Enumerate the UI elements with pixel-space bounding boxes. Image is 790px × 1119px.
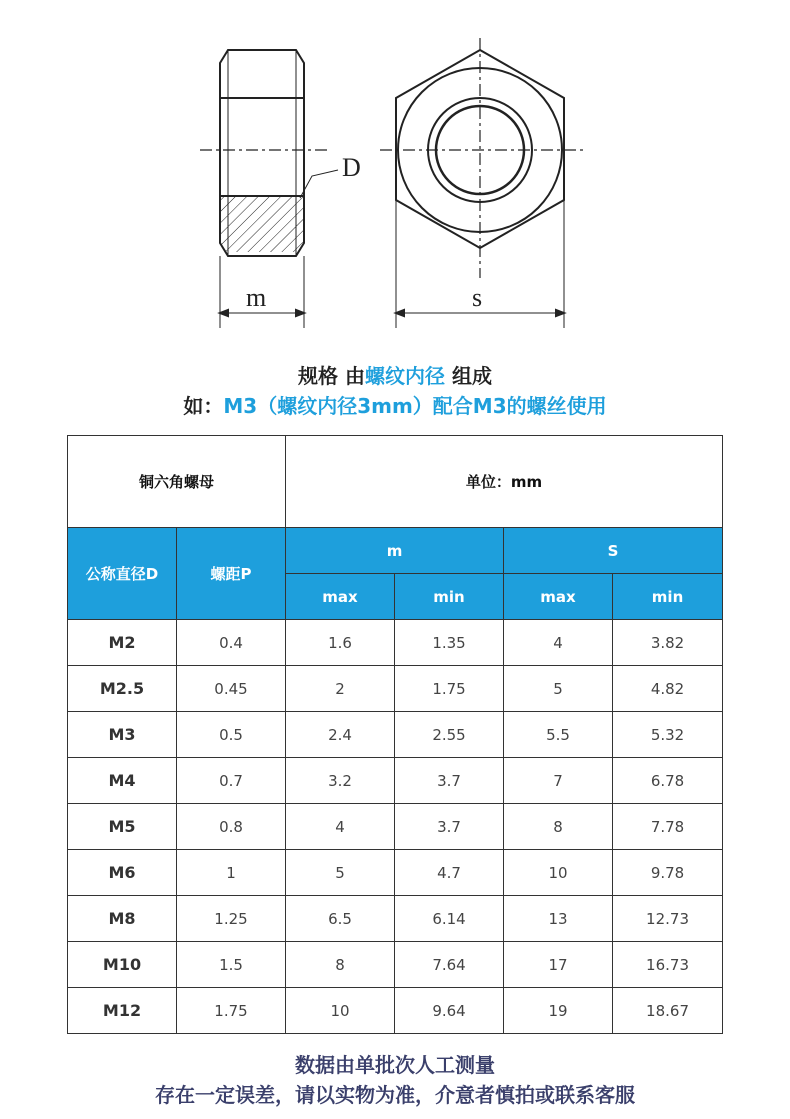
cell-m-min: 9.64 [395, 988, 504, 1034]
table-title-row [68, 436, 723, 528]
cell-size: M4 [68, 758, 177, 804]
cell-pitch: 0.8 [177, 804, 286, 850]
cell-pitch: 0.5 [177, 712, 286, 758]
cell-m-max: 4 [286, 804, 395, 850]
cell-s-max: 19 [504, 988, 613, 1034]
header-s: S [504, 528, 723, 574]
hex-nut-drawing [190, 38, 600, 338]
caption-line2-highlight: M3（螺纹内径3mm）配合M3的螺丝使用 [223, 394, 607, 418]
caption-line1-pre: 规格 由 [298, 364, 365, 388]
table-row [68, 942, 723, 988]
cell-pitch: 0.7 [177, 758, 286, 804]
cell-s-max: 7 [504, 758, 613, 804]
cell-pitch: 0.4 [177, 620, 286, 666]
cell-pitch: 0.45 [177, 666, 286, 712]
table-row [68, 804, 723, 850]
cell-s-min: 5.32 [613, 712, 723, 758]
cell-m-max: 6.5 [286, 896, 395, 942]
cell-m-max: 1.6 [286, 620, 395, 666]
caption-line1-post: 组成 [445, 364, 492, 388]
header-pitch: 螺距P [177, 528, 286, 620]
cell-m-max: 8 [286, 942, 395, 988]
caption-line1 [0, 360, 790, 389]
cell-size: M3 [68, 712, 177, 758]
cell-size: M6 [68, 850, 177, 896]
cell-m-min: 4.7 [395, 850, 504, 896]
table-name: 铜六角螺母 [68, 436, 286, 528]
table-row [68, 850, 723, 896]
cell-pitch: 1 [177, 850, 286, 896]
cell-s-max: 10 [504, 850, 613, 896]
table-body [68, 620, 723, 1034]
cell-m-min: 7.64 [395, 942, 504, 988]
cell-size: M2.5 [68, 666, 177, 712]
label-D: D [342, 153, 361, 182]
table-row [68, 896, 723, 942]
cell-pitch: 1.75 [177, 988, 286, 1034]
header-m: m [286, 528, 504, 574]
table-row [68, 758, 723, 804]
caption-line2 [0, 390, 790, 419]
cell-size: M10 [68, 942, 177, 988]
cell-pitch: 1.25 [177, 896, 286, 942]
cell-size: M2 [68, 620, 177, 666]
nut-front-view [380, 38, 585, 328]
cell-m-min: 6.14 [395, 896, 504, 942]
table-unit: 单位：mm [286, 436, 723, 528]
cell-m-max: 10 [286, 988, 395, 1034]
header-s-min: min [613, 574, 723, 620]
cell-s-max: 13 [504, 896, 613, 942]
caption-line1-highlight: 螺纹内径 [365, 364, 445, 388]
cell-s-min: 12.73 [613, 896, 723, 942]
cell-s-min: 4.82 [613, 666, 723, 712]
cell-s-max: 5 [504, 666, 613, 712]
cell-m-max: 5 [286, 850, 395, 896]
cell-s-min: 16.73 [613, 942, 723, 988]
footer-line2: 存在一定误差，请以实物为准，介意者慎拍或联系客服 [155, 1083, 635, 1107]
cell-size: M12 [68, 988, 177, 1034]
cell-s-max: 5.5 [504, 712, 613, 758]
cell-s-min: 6.78 [613, 758, 723, 804]
cell-s-max: 8 [504, 804, 613, 850]
cell-s-max: 17 [504, 942, 613, 988]
header-m-max: max [286, 574, 395, 620]
label-s: s [472, 283, 483, 312]
cell-pitch: 1.5 [177, 942, 286, 988]
cell-size: M5 [68, 804, 177, 850]
header-s-max: max [504, 574, 613, 620]
cell-s-min: 7.78 [613, 804, 723, 850]
footer-line1: 数据由单批次人工测量 [295, 1053, 495, 1077]
cell-m-min: 1.35 [395, 620, 504, 666]
nut-side-view [200, 50, 338, 328]
spec-table [67, 435, 723, 1034]
header-m-min: min [395, 574, 504, 620]
table-row [68, 712, 723, 758]
cell-m-min: 2.55 [395, 712, 504, 758]
caption-line2-pre: 如： [183, 394, 224, 418]
cell-s-min: 18.67 [613, 988, 723, 1034]
cell-s-min: 3.82 [613, 620, 723, 666]
cell-m-min: 3.7 [395, 758, 504, 804]
table-row [68, 666, 723, 712]
cell-m-min: 1.75 [395, 666, 504, 712]
cell-m-min: 3.7 [395, 804, 504, 850]
table-row [68, 620, 723, 666]
cell-m-max: 2.4 [286, 712, 395, 758]
label-m: m [246, 283, 267, 312]
cell-size: M8 [68, 896, 177, 942]
cell-s-min: 9.78 [613, 850, 723, 896]
cell-m-max: 2 [286, 666, 395, 712]
cell-s-max: 4 [504, 620, 613, 666]
header-row-top [68, 528, 723, 574]
cell-m-max: 3.2 [286, 758, 395, 804]
header-nominal: 公称直径D [68, 528, 177, 620]
table-row [68, 988, 723, 1034]
